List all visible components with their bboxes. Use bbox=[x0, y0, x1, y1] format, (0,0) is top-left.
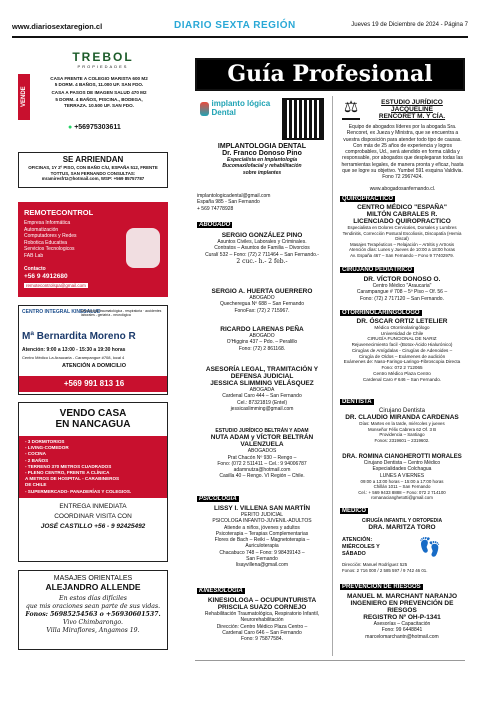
kinesalud-hours: Atención: 9:00 a 13:00 - 15:30 a 19:30 horas bbox=[22, 347, 126, 353]
whatsapp-icon: ● bbox=[68, 124, 73, 131]
entry-cianguerotti: DRA. ROMINA CIANGHEROTTI MORALES Cirujano Dentista – Centro Médico Especialidades Colchagua LUNES A VIERNES 09:00 a 13:00 horas – 15:00 a 17:00 horas Chillán 1011 – San Fernando Cel.: + 569 9433 8888 – Fono: 072 2 714100 romanacianghetotti@gmail.com bbox=[342, 454, 462, 501]
implanto-card: IMPLANTOLOGIA DENTAL Dr. Franco Donoso Pino Especialista en Implantología Bucomaxilofacial y rehabilitación sobre implantes bbox=[217, 143, 307, 176]
jaqueline-heading: ESTUDIO JURÍDICO JACQUELINE RENCORET M. Y CÍA. bbox=[378, 99, 446, 120]
entry-beltran-adam: ESTUDIO JURÍDICO BELTRÁN Y ADAM NUTA ADAM y VÍCTOR BELTRÁN VALENZUELA ABOGADOS Prat Chacón Nº 930 – Rengo – Fono: (072 2 511411 – Cel.: 9 94006787 adamnutza@hotmail.com Casilla 40 – Rengo. VI Región – Chile. bbox=[210, 428, 314, 480]
guide-title-banner: Guía Profesional bbox=[195, 58, 465, 91]
section-medico: MÉDICO bbox=[342, 508, 366, 514]
section-quiropractico: QUIROPRÁCTICO bbox=[342, 196, 393, 202]
vende-banner: VENDE bbox=[18, 74, 30, 120]
vendo-delivery: ENTREGA INMEDIATA bbox=[59, 502, 127, 510]
children-illustration-icon: 👣 bbox=[418, 537, 442, 557]
bottom-rule bbox=[195, 660, 465, 661]
section-pediatrico: CIRUJANO PEDIÁTRICO bbox=[342, 267, 413, 273]
newspaper-brand: DIARIO SEXTA REGIÓN bbox=[174, 20, 296, 31]
qr-code[interactable] bbox=[282, 98, 324, 140]
remotecontrol-contact: Contacto bbox=[24, 266, 46, 272]
section-psicologia: PSICOLOGIA bbox=[199, 496, 237, 502]
kinesalud-logo: CENTRO INTEGRAL KINESALUD bbox=[22, 309, 101, 315]
arriendan-title: SE ARRIENDAN bbox=[62, 155, 124, 164]
entry-ortiz: DR. ÓSCAR ORTIZ LETELIER Médico Otorrinolaringólogo Universidad de Chile CIRUGÍA FUNCIONAL DE NARIZ Rejuvenecimiento facil -(Botox-Ácido Hialurónico) Cirugías de Amígdalas - Cirugías de Adenoides – Cirugía de Oídos – Exámenes de audición Exámenes de: Naso-Faringo-Laringo-Fibroscopia Directa Fono: 072 2 712065 Centro Médico Plaza Centro Cardenal Caro # 646 – San Fernando. bbox=[343, 318, 461, 382]
jaqueline-web[interactable]: www.abogadosanfernando.cl. bbox=[369, 186, 436, 192]
entry-cabrales: CENTRO MÉDICO "ESPAÑA" MILTÓN CABRALES R. LICENCIADO QUIROPRACTICO Especialista en Dolores Cervicales, Dorsales y Lumbres Tendinitis, Corrección Postural Escoliosis, Discopatía (Hernia Discal) Masajes Terapéuticos – Relajación – Artritis y Artrosis Atención días: Lunes y Jueves de 10:00 a 18:00 horas Av. España 467 – San Fernando – Fono 9 77402979. bbox=[342, 204, 462, 258]
kinesalud-name: Mª Bernardita Moreno R bbox=[22, 331, 136, 342]
tooth-icon bbox=[200, 102, 209, 116]
kinesalud-tagline: kinesiología traumatológica - respiratoria · accidentes laborales - geriatría - neurológica bbox=[81, 309, 162, 318]
entry-donoso: DR. VÍCTOR DONOSO O. Centro Médico "Araucaria" Carampangue # 708 – 5º Piso – Of. 56 – Fono: (72) 2 717120 – San Fernando. bbox=[356, 276, 448, 302]
toro-contact: Dirección: Manuel Rodríguez 525 Fonos: 2 716 000 / 2 585 597 / 9 742 46 01. bbox=[342, 562, 428, 573]
ad-vendo-casa bbox=[18, 402, 168, 562]
entry-toro: CIRUGÍA INFANTIL Y ORTOPEDIA DRA. MARITZA TORO bbox=[361, 518, 443, 532]
scales-icon: ⚖ bbox=[342, 98, 360, 120]
trebol-listings: CASA FRENTE A COLEGIO MARISTA 600 M2 5 DORM. 4 BAÑOS, 11.000 UF. SAN FDO. CASA A PASOS DE IMAGEN SALUD 470 M2 5 DORM. 4 BAÑOS, PISCINA., BODEGA, TERRAZA. 10.500 UF. SAN FDO. bbox=[50, 76, 148, 108]
section-otorrino: OTORRINOLARINGÓLOGO bbox=[342, 310, 420, 316]
ad-trebol bbox=[18, 48, 168, 142]
masajes-title: MASAJES ORIENTALES bbox=[53, 575, 133, 582]
kinesalud-home-visit: ATENCIÓN A DOMICILIO bbox=[62, 363, 126, 369]
toro-schedule: ATENCIÓN: MIÉRCOLES Y SÁBADO bbox=[342, 537, 380, 557]
entry-gonzalez: SERGIO GONZÁLEZ PINO Asuntos Civiles, Laborales y Criminales. Contratos – Asuntos de Familia – Divorcios Curalí 532 – Fono: (72) 2 711464 – San Fernando.- 2 cuc.- h.- 2 feb.- bbox=[205, 232, 319, 265]
site-url[interactable]: www.diariosextaregion.cl bbox=[12, 22, 103, 31]
entry-huerta: SERGIO A. HUERTA GUERRERO ABOGADO Quecheregua Nº 688 – San Fernando FonoFax: (72) 2 715967. bbox=[211, 288, 313, 314]
robot-icon bbox=[126, 228, 160, 268]
implanto-contact[interactable]: implantologicadental@gmail.com España 985 - San Fernando + 569 74778928 bbox=[197, 193, 271, 212]
remotecontrol-email[interactable]: remotecontrolspa@gmail.com bbox=[26, 283, 86, 288]
entry-larenas: RICARDO LARENAS PEÑA ABOGADO O'Higgins 437 – Pdo. – Peralillo Fono: (72) 2 861168. bbox=[220, 326, 304, 352]
entry-marchant: MANUEL M. MARCHANT NARANJO INGENIERO EN PREVENCIÓN DE RIESGOS REGISTRO Nº OH-P-1341 Asesorías – Capacitación Fono: 99 6448841 marcelomarchantn@hotmail.com bbox=[346, 593, 457, 640]
ad-remotecontrol bbox=[18, 202, 168, 297]
masajes-body: En estos días difíciles que mis oraciones sean parte de sus vidas. Fonos: 56985254563 o +56930601537. Vivo Chimbarongo. Villa Miraflores, Angamos 19. bbox=[25, 595, 161, 635]
ad-arriendan bbox=[18, 152, 168, 188]
vendo-title: VENDO CASA bbox=[59, 408, 127, 419]
trebol-phone[interactable]: ● +56975303611 bbox=[68, 124, 121, 131]
implanto-logo: implanto lógica Dental bbox=[200, 100, 272, 138]
column-divider bbox=[332, 96, 333, 656]
ad-kinesalud bbox=[18, 305, 168, 395]
trebol-logo: TREBOL PROPIEDADES bbox=[72, 50, 134, 69]
section-kinesiologia: KINESIOLOGIA bbox=[199, 588, 243, 594]
vendo-location: EN NANCAGUA bbox=[55, 419, 131, 430]
vendo-contact[interactable]: JOSÉ CASTILLO +56 - 9 92425492 bbox=[40, 522, 146, 530]
ad-masajes bbox=[18, 570, 168, 650]
remotecontrol-phone[interactable]: +56 9 4912680 bbox=[24, 273, 68, 280]
section-abogado: ABOGADO bbox=[199, 222, 231, 228]
kinesalud-phone[interactable]: +569 991 813 16 bbox=[19, 376, 168, 392]
page-header bbox=[12, 22, 468, 38]
entry-suazo: KINESIOLOGA – OCUPUNTURISTA PRISCILA SUAZO CORNEJO Rehabilitación Traumatológica, Respiratorio Infantil, Neurorehabilitación Dirección: Centro Médico Plaza Centro – Cardenal Caro 646 – San Fernando Fono: 9 75877584. bbox=[204, 597, 320, 642]
kinesalud-address: Centro Médico La Araucaria - Carampangue #708, local 4 bbox=[22, 355, 125, 360]
arriendan-body: OFICINAS, 1Y 2º PISO, CON BAÑO C/U, ESPAÑA 512, FRENTE TOTTUS, SAN FERNANDO CONSULTAS: mramiresfrtz@hotmail.com, WSP: +569 85757787 bbox=[28, 165, 158, 182]
masajes-name: ALEJANDRO ALLENDE bbox=[45, 582, 141, 592]
vendo-coordinate: COORDINAR VISITA CON bbox=[54, 512, 132, 520]
page-date: Jueves 19 de Diciembre de 2024 - Página 7 bbox=[351, 22, 468, 28]
entry-miranda: Cirujano Dentista DR. CLAUDIO MIRANDA CARDENAS Días: Martes en la tarde, miércoles y jueves Monseñor Félix Cabrera 62 Of. 3 B Providencia – Santiago Fonos: 2319601 – 2319602. bbox=[345, 408, 459, 443]
section-prevencion: PREVENCIÓN DE RIESGOS bbox=[342, 584, 421, 590]
jaqueline-body: Equipo de abogados líderes por la abogada Sra. Rencoret, ex Jueza y Ministra, que se encuentra a vuestra disposición para atender todo tipo de causas. Con más de 25 años de experiencia y logros comprobables, Ud., será atendido en forma cálida y responsable, por abogados que desplegaran todas las herramientas legales, de manera pronta y eficaz, hasta que se logre su objetivo. Yumbel 591 esquina Valdivia. Fono 72 2967424. bbox=[341, 124, 464, 180]
entry-slimming: ASESORÍA LEGAL, TRAMITACIÓN Y DEFENSA JUDICIAL JESSICA SLIMMING VELÁSQUEZ ABOGADA Cardenal Caro 444 – San Fernando Cel.: 87321819 (Entel) jessicaslimming@gmail.com bbox=[205, 366, 319, 412]
vendo-features: - 3 DORMITORIOS - LIVING-COMEDOR - COCINA - 2 BAÑOS - TERRENO 370 METROS CUADRADOS - PLENO CENTRO, FRENTE A CLÍNICA A METROS DE HOSPITAL - CARABINEROS DE CHILE - SUPERMERCADO- PANADERÍAS Y COLEGIOS. bbox=[19, 436, 167, 498]
entry-villena: LISSY I. VILLENA SAN MARTÍN PERITO JUDICIAL PSICOLOGA INFANTO-JUVENIL-ADULTOS Atiende a niños, jóvenes y adultos Psicoterapia – Terapias Complementarias Flores de Bach – Reiki – Magnetoterapia – Auriculoterapia Chacabuco 748 – Fono: 9 98439143 – San Fernando lisayvillena@gmail.com bbox=[212, 505, 312, 568]
remotecontrol-services: Empresa Informática Automatización Computadores y Redes Robotica Educativa Servicios Tecnologicos FAB Lab bbox=[24, 220, 77, 259]
remotecontrol-logo: REMOTECONTROL bbox=[24, 208, 94, 217]
section-dentista: DENTISTA bbox=[342, 399, 372, 405]
